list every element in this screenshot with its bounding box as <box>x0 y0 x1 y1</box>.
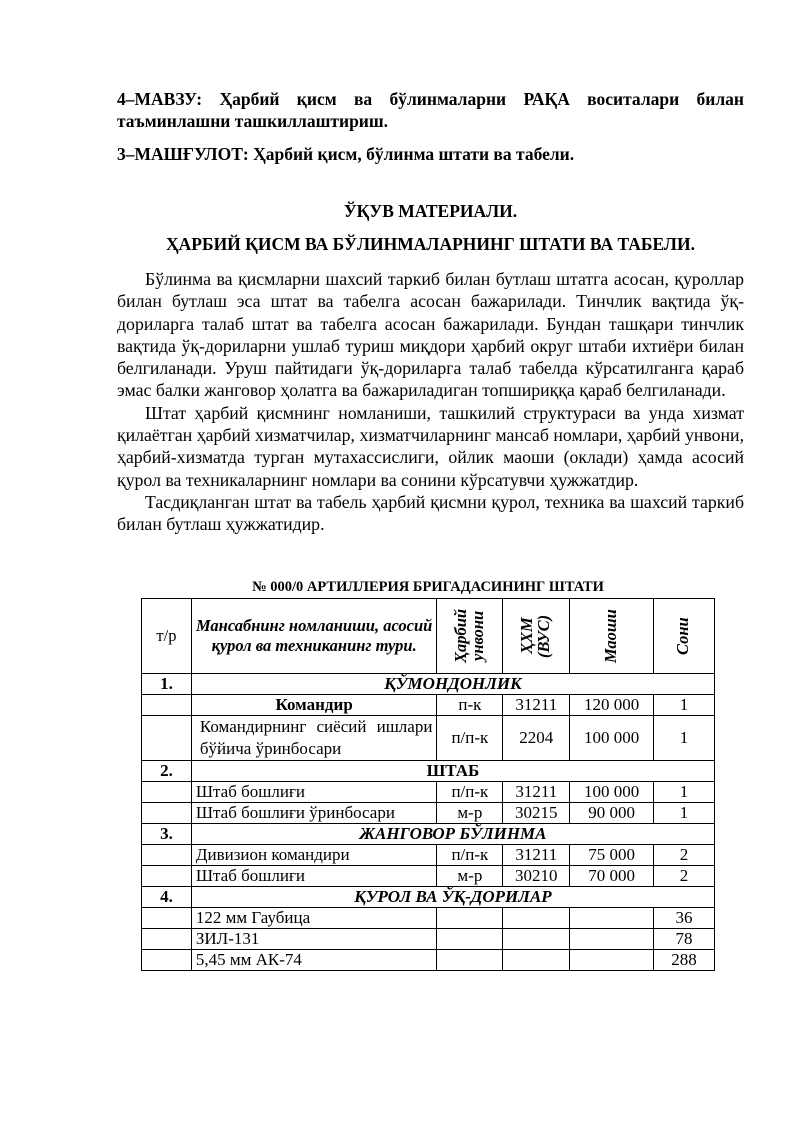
section-num: 2. <box>142 761 192 782</box>
section-row <box>142 674 715 695</box>
row-position: Штаб бошлиғи <box>191 866 437 887</box>
section-num: 4. <box>142 887 192 908</box>
row-vus: 31211 <box>503 845 570 866</box>
row-rank <box>437 950 503 971</box>
header-salary-text: Маоши <box>600 609 620 663</box>
row-position: Командир <box>191 695 437 716</box>
header-rank-text: Ҳарбий унвони <box>450 608 487 664</box>
row-position: ЗИЛ-131 <box>191 929 437 950</box>
header-position: Мансабнинг номланиши, асосий қурол ва техниканинг тури. <box>191 599 437 674</box>
row-num <box>142 803 192 824</box>
header-vus-text: ҲХМ (ВУС) <box>517 614 554 658</box>
body-text <box>117 268 744 536</box>
paragraph-1: Бўлинма ва қисмларни шахсий таркиб билан бутлаш штатга асосан, қуроллар билан бутлаш эса штат ва табелга асосан бажарилади. Тинчлик вақтида ўқ-дориларга талаб штат ва табелга асосан бажарилади. Бундан ташқари тинчлик вақтида ўқ-дориларни ушлаб туриш миқдори ҳарбий округ штаби ихтиёри билан белгиланади. Уруш пайтидаги ўқ-дориларга талаб табелда кўрсатилганга қараб эмас балки жанговор ҳолатга ва бажариладиган топшириққа қараб белгиланади. <box>117 269 744 401</box>
topic-heading-line1: 4–МАВЗУ: Ҳарбий қисм ва бўлинмаларни РАҚА воситалари билан <box>117 89 744 109</box>
table-row <box>142 716 715 761</box>
row-num <box>142 908 192 929</box>
staff-table <box>141 598 715 971</box>
section-title: ҲАРБИЙ ҚИСМ ВА БЎЛИНМАЛАРНИНГ ШТАТИ ВА ТАБЕЛИ. <box>166 234 695 254</box>
row-num <box>142 950 192 971</box>
section-title: ЖАНГОВОР БЎЛИНМА <box>191 824 714 845</box>
header-rank <box>437 599 503 674</box>
row-rank <box>437 908 503 929</box>
row-count: 36 <box>654 908 715 929</box>
table-header-row <box>142 599 715 674</box>
row-count: 288 <box>654 950 715 971</box>
row-salary <box>570 929 654 950</box>
row-vus: 2204 <box>503 716 570 761</box>
section-row <box>142 761 715 782</box>
section-num: 1. <box>142 674 192 695</box>
header-num: т/р <box>142 599 192 674</box>
row-salary: 120 000 <box>570 695 654 716</box>
section-title: ҚУРОЛ ВА ЎҚ-ДОРИЛАР <box>191 887 714 908</box>
table-row <box>142 695 715 716</box>
row-count: 2 <box>654 866 715 887</box>
material-title: ЎҚУВ МАТЕРИАЛИ. <box>343 201 518 221</box>
row-rank: п/п-к <box>437 782 503 803</box>
table-row <box>142 929 715 950</box>
row-position: Штаб бошлиғи ўринбосари <box>191 803 437 824</box>
row-count: 1 <box>654 803 715 824</box>
header-vus <box>503 599 570 674</box>
section-row <box>142 887 715 908</box>
row-num <box>142 929 192 950</box>
row-position: Дивизион командири <box>191 845 437 866</box>
table-row <box>142 950 715 971</box>
section-title: ҚЎМОНДОНЛИК <box>191 674 714 695</box>
row-count: 1 <box>654 695 715 716</box>
row-count: 2 <box>654 845 715 866</box>
row-salary <box>570 908 654 929</box>
row-count: 78 <box>654 929 715 950</box>
row-vus <box>503 908 570 929</box>
table-caption: № 000/0 АРТИЛЛЕРИЯ БРИГАДАСИНИНГ ШТАТИ <box>252 579 604 595</box>
row-salary <box>570 950 654 971</box>
paragraph-2: Штат ҳарбий қисмнинг номланиши, ташкилий структураси ва унда хизмат қилаётган ҳарбий хизматчилар, хизматчиларнинг мансаб номлари, ҳарбий унвони, ҳарбий-хизматда турган мутахассислиги, ойлик маоши (оклади) ҳамда асосий қурол ва техникаларнинг номлари ва сонини кўрсатувчи ҳужжатдир. <box>117 402 745 490</box>
row-vus: 30210 <box>503 866 570 887</box>
section-row <box>142 824 715 845</box>
table-row <box>142 866 715 887</box>
row-num <box>142 716 192 761</box>
row-rank: п/п-к <box>437 716 503 761</box>
row-num <box>142 845 192 866</box>
row-rank: п-к <box>437 695 503 716</box>
row-rank: п/п-к <box>437 845 503 866</box>
row-position: 122 мм Гаубица <box>191 908 437 929</box>
section-title: ШТАБ <box>191 761 714 782</box>
row-vus <box>503 929 570 950</box>
row-rank: м-р <box>437 803 503 824</box>
row-salary: 90 000 <box>570 803 654 824</box>
row-count: 1 <box>654 716 715 761</box>
header-count <box>654 599 715 674</box>
paragraph-3: Тасдиқланган штат ва табель ҳарбий қисмни қурол, техника ва шахсий таркиб билан бутлаш ҳужжатидир. <box>117 491 744 535</box>
row-position: 5,45 мм АК-74 <box>191 950 437 971</box>
table-row <box>142 845 715 866</box>
row-rank: м-р <box>437 866 503 887</box>
row-position: Командирнинг сиёсий ишлари бўйича ўринбосари <box>191 716 437 761</box>
topic-heading-line2: таъминлашни ташкиллаштириш. <box>117 111 389 131</box>
row-vus: 31211 <box>503 695 570 716</box>
row-num <box>142 866 192 887</box>
row-salary: 100 000 <box>570 716 654 761</box>
table-row <box>142 908 715 929</box>
table-row <box>142 782 715 803</box>
row-count: 1 <box>654 782 715 803</box>
row-vus: 30215 <box>503 803 570 824</box>
header-salary <box>570 599 654 674</box>
row-salary: 75 000 <box>570 845 654 866</box>
section-num: 3. <box>142 824 192 845</box>
table-row <box>142 803 715 824</box>
row-rank <box>437 929 503 950</box>
row-salary: 100 000 <box>570 782 654 803</box>
header-count-text: Сони <box>673 617 693 655</box>
row-vus <box>503 950 570 971</box>
row-salary: 70 000 <box>570 866 654 887</box>
row-num <box>142 695 192 716</box>
lesson-heading: 3–МАШҒУЛОТ: Ҳарбий қисм, бўлинма штати ва табели. <box>117 144 575 164</box>
row-position: Штаб бошлиғи <box>191 782 437 803</box>
row-num <box>142 782 192 803</box>
row-vus: 31211 <box>503 782 570 803</box>
